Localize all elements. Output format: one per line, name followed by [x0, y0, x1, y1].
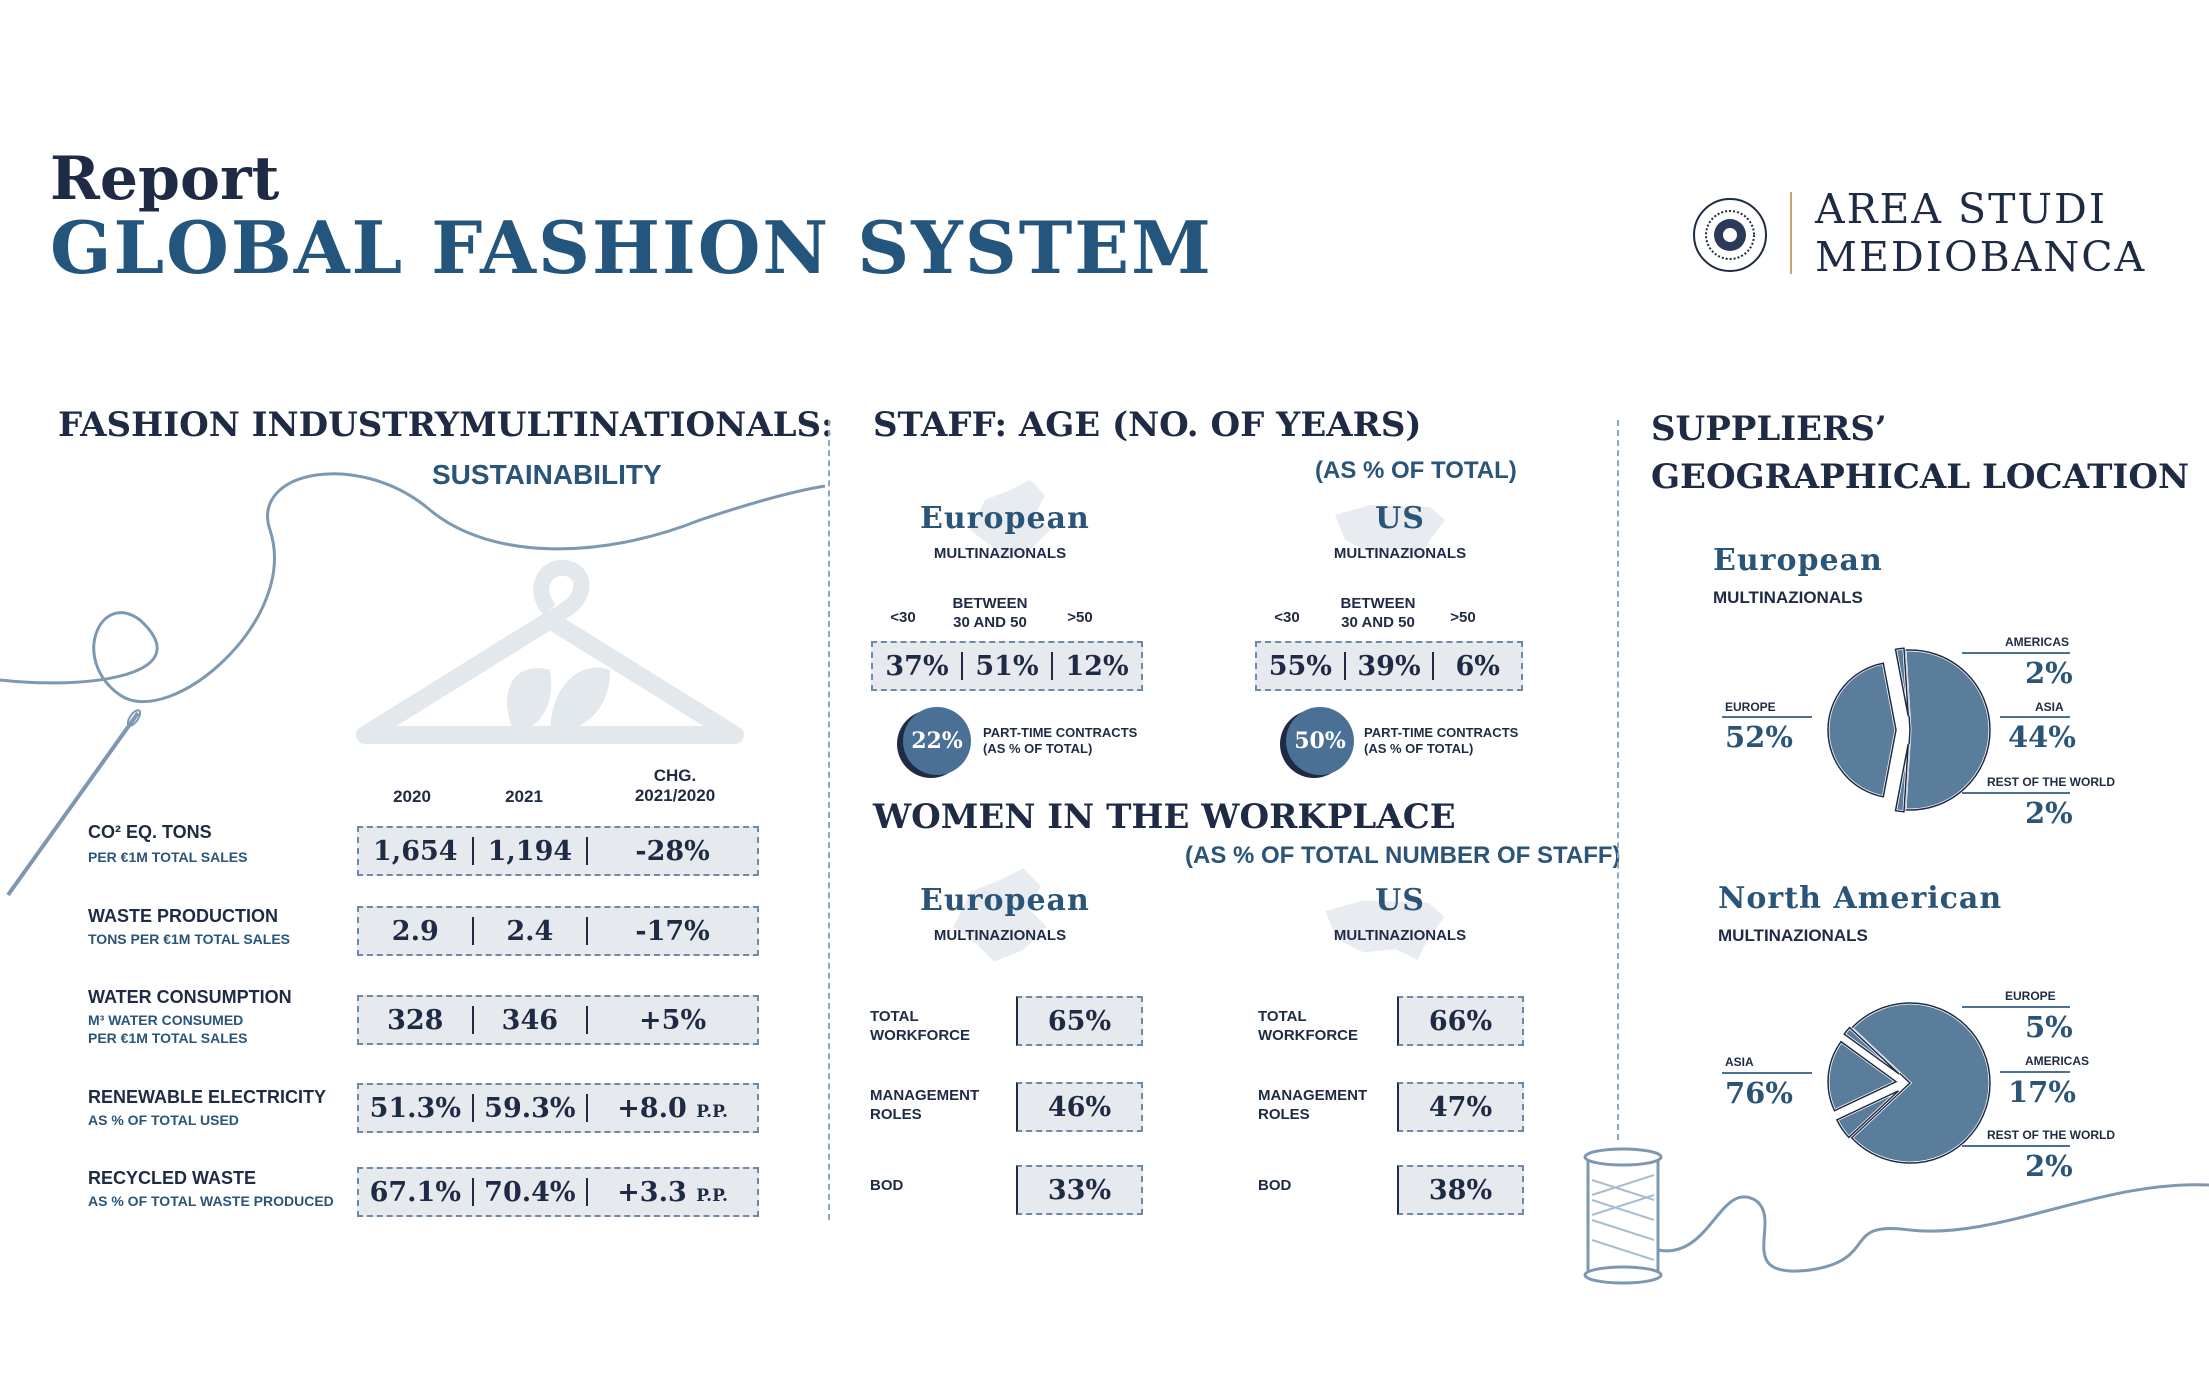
pie2-asia-value: 76% — [1725, 1076, 1793, 1110]
women-mgmt-label — [1258, 1086, 1367, 1124]
row-label: CO² EQ. TONS — [88, 822, 212, 842]
suppliers-title-line1: SUPPLIERS’ — [1651, 409, 1887, 449]
pie1-asia-rule — [2000, 716, 2070, 718]
value-2020: 1,654 — [373, 835, 458, 867]
thread-spool-illustration — [1580, 1140, 2209, 1290]
col-2021: 2021 — [505, 787, 543, 806]
age-mid-label — [1328, 594, 1428, 632]
pie-slice-europe — [1905, 650, 1990, 810]
co2-values — [357, 826, 759, 876]
row-label: WATER CONSUMPTION — [88, 987, 292, 1007]
pie1-asia-value: 44% — [2008, 720, 2076, 754]
staff-european-sub: MULTINAZIONALS — [933, 545, 1067, 562]
value-mid: 39% — [1357, 650, 1421, 682]
row-sublabel: TONS PER €1M TOTAL SALES — [88, 931, 291, 947]
water-label-group — [88, 987, 292, 1046]
value-gt50: 12% — [1065, 650, 1129, 682]
pie2-americas-label: AMERICAS — [2025, 1054, 2090, 1068]
women-us-mgmt — [1397, 1082, 1524, 1132]
value-lt30: 55% — [1268, 650, 1332, 682]
pie2-asia-label: ASIA — [1725, 1055, 1754, 1069]
women-bod-label: BOD — [1258, 1177, 1292, 1194]
women-european-title: European — [920, 883, 1090, 918]
pie2-europe-label: EUROPE — [2005, 989, 2056, 1003]
waste-label-group — [88, 906, 290, 947]
page-title: GLOBAL FASHION SYSTEM — [50, 205, 1213, 290]
part-time-badge-us: 50% — [1286, 707, 1354, 775]
logo-line-2: MEDIOBANCA — [1815, 233, 2147, 281]
staff-european-title: European — [920, 501, 1090, 536]
value-change-unit: P.P. — [696, 1101, 728, 1122]
value-change — [588, 1093, 757, 1124]
pie1-row-value: 2% — [2025, 796, 2073, 830]
water-values — [357, 995, 759, 1045]
value-change-number: +3.3 — [617, 1176, 687, 1208]
staff-us-sub: MULTINAZIONALS — [1333, 545, 1467, 562]
staff-subtitle: (AS % OF TOTAL) — [1315, 457, 1517, 484]
value-2021: 70.4% — [484, 1176, 576, 1208]
women-mgmt-label — [870, 1086, 979, 1124]
pie1-americas-value: 2% — [2025, 656, 2073, 690]
logo-line-1: AREA STUDI — [1815, 185, 2108, 233]
col-change-line1: CHG. — [653, 766, 697, 785]
suppliers-na-title: North American — [1718, 881, 2003, 916]
pie2-americas-rule — [2000, 1071, 2070, 1073]
row-sublabel-2: PER €1M TOTAL SALES — [88, 1030, 248, 1046]
age-gt50-label: >50 — [1067, 609, 1093, 626]
report-label: Report — [50, 144, 280, 214]
pie2-row-label: REST OF THE WORLD — [1987, 1128, 2115, 1142]
part-time-line1: PART-TIME CONTRACTS — [983, 725, 1138, 740]
suppliers-title-line2: GEOGRAPHICAL LOCATION — [1651, 457, 2190, 497]
col-change — [610, 766, 740, 806]
age-mid-line1: BETWEEN — [1340, 595, 1416, 612]
suppliers-title — [1651, 405, 2189, 501]
women-european-sub: MULTINAZIONALS — [933, 927, 1067, 944]
age-mid-line1: BETWEEN — [952, 595, 1028, 612]
row-sublabel: AS % OF TOTAL WASTE PRODUCED — [88, 1193, 334, 1209]
suppliers-european-title: European — [1713, 543, 1883, 578]
recycled-values — [357, 1167, 759, 1217]
logo-text — [1815, 185, 2146, 281]
women-total-line2: WORKFORCE — [1258, 1027, 1358, 1044]
pie1-row-rule — [1962, 792, 2070, 794]
value: 66% — [1428, 1005, 1493, 1037]
pie1-europe-rule — [1722, 716, 1812, 718]
pie-slice-asia — [1828, 663, 1896, 797]
value-lt30: 37% — [885, 650, 949, 682]
row-sublabel: AS % OF TOTAL USED — [88, 1112, 239, 1128]
staff-title: STAFF: AGE (NO. OF YEARS) — [873, 405, 1422, 445]
value-change-number: -28% — [635, 835, 710, 867]
row-label: RECYCLED WASTE — [88, 1168, 257, 1188]
value: 47% — [1428, 1091, 1493, 1123]
value-gt50: 6% — [1455, 650, 1500, 682]
value-change-unit: P.P. — [696, 1185, 728, 1206]
suppliers-na-sub: MULTINAZIONALS — [1718, 926, 1868, 945]
women-total-label — [870, 1007, 970, 1045]
renewable-values — [357, 1083, 759, 1133]
women-us-total — [1397, 996, 1524, 1046]
value-change — [588, 916, 757, 947]
women-title: WOMEN IN THE WORKPLACE — [873, 797, 1456, 837]
age-lt30-label: <30 — [890, 609, 916, 626]
sustainability-subtitle: SUSTAINABILITY — [432, 459, 662, 490]
value: 38% — [1428, 1174, 1493, 1206]
mediobanca-seal-icon — [1690, 195, 1770, 275]
value-2020: 328 — [387, 1004, 444, 1036]
section-divider-2 — [1617, 420, 1619, 1140]
value-change — [588, 836, 757, 867]
renewable-label-group — [88, 1087, 326, 1128]
recycled-label-group — [88, 1168, 334, 1209]
women-total-line2: WORKFORCE — [870, 1027, 970, 1044]
value: 65% — [1047, 1005, 1112, 1037]
pie1-americas-label: AMERICAS — [2005, 635, 2070, 649]
part-time-line1: PART-TIME CONTRACTS — [1364, 725, 1519, 740]
suppliers-european-sub: MULTINAZIONALS — [1713, 588, 1863, 607]
women-total-line1: TOTAL — [1258, 1008, 1307, 1025]
sustainability-title: FASHION INDUSTRYMULTINATIONALS: — [58, 405, 834, 445]
pie1-asia-label: ASIA — [2035, 700, 2064, 714]
women-bod-label: BOD — [870, 1177, 904, 1194]
value-change-number: +8.0 — [617, 1092, 687, 1124]
women-us-bod — [1397, 1165, 1524, 1215]
women-us-sub: MULTINAZIONALS — [1333, 927, 1467, 944]
age-gt50-label: >50 — [1450, 609, 1476, 626]
value-2021: 59.3% — [484, 1092, 576, 1124]
value-2020: 67.1% — [369, 1176, 461, 1208]
part-time-badge-european: 22% — [903, 707, 971, 775]
section-divider-1 — [828, 420, 830, 1220]
value-2020: 2.9 — [391, 915, 439, 947]
value-2021: 346 — [501, 1004, 559, 1036]
co2-label-group — [88, 822, 247, 865]
women-mgmt-line2: ROLES — [1258, 1106, 1310, 1123]
women-subtitle: (AS % OF TOTAL NUMBER OF STAFF) — [1185, 842, 1621, 869]
age-mid-label — [940, 594, 1040, 632]
women-european-bod — [1016, 1165, 1143, 1215]
value-change — [588, 1177, 757, 1208]
pie2-europe-rule — [1962, 1006, 2070, 1008]
value-mid: 51% — [975, 650, 1039, 682]
women-european-total — [1016, 996, 1143, 1046]
value-2021: 1,194 — [487, 835, 573, 867]
value-change-number: -17% — [635, 915, 710, 947]
staff-european-values — [871, 641, 1143, 691]
pie1-europe-label: EUROPE — [1725, 700, 1776, 714]
value-2020: 51.3% — [369, 1092, 461, 1124]
row-sublabel: M³ WATER CONSUMED — [88, 1012, 244, 1028]
women-mgmt-line1: MANAGEMENT — [870, 1087, 980, 1104]
women-mgmt-line2: ROLES — [870, 1106, 922, 1123]
age-mid-line2: 30 AND 50 — [1341, 614, 1415, 631]
staff-us-title: US — [1375, 501, 1425, 536]
value-2021: 2.4 — [506, 915, 554, 947]
row-label: RENEWABLE ELECTRICITY — [88, 1087, 327, 1107]
row-sublabel: PER €1M TOTAL SALES — [88, 849, 248, 865]
pie2-asia-rule — [1722, 1072, 1812, 1074]
pie1-americas-rule — [1962, 652, 2070, 654]
value-change-number: +5% — [639, 1004, 707, 1036]
women-mgmt-line1: MANAGEMENT — [1258, 1087, 1368, 1104]
part-time-line2: (AS % OF TOTAL) — [983, 741, 1093, 756]
part-time-label-european — [983, 725, 1137, 757]
pie2-row-value: 2% — [2025, 1149, 2073, 1183]
age-mid-line2: 30 AND 50 — [953, 614, 1027, 631]
part-time-label-us — [1364, 725, 1518, 757]
women-us-title: US — [1375, 883, 1425, 918]
part-time-line2: (AS % OF TOTAL) — [1364, 741, 1474, 756]
women-total-line1: TOTAL — [870, 1008, 919, 1025]
value: 33% — [1047, 1174, 1112, 1206]
pie1-europe-value: 52% — [1725, 720, 1793, 754]
staff-us-values — [1255, 641, 1523, 691]
women-european-mgmt — [1016, 1082, 1143, 1132]
pie1-row-label: REST OF THE WORLD — [1987, 775, 2115, 789]
col-2020: 2020 — [393, 787, 431, 806]
hanger-icon — [345, 520, 755, 760]
col-change-line2: 2021/2020 — [634, 786, 716, 805]
value-change — [588, 1005, 757, 1036]
value: 46% — [1047, 1091, 1112, 1123]
women-total-label — [1258, 1007, 1358, 1045]
age-lt30-label: <30 — [1274, 609, 1300, 626]
logo-divider — [1790, 192, 1792, 274]
row-label: WASTE PRODUCTION — [88, 906, 279, 926]
waste-values — [357, 906, 759, 956]
pie2-americas-value: 17% — [2008, 1075, 2076, 1109]
pie2-europe-value: 5% — [2025, 1010, 2073, 1044]
